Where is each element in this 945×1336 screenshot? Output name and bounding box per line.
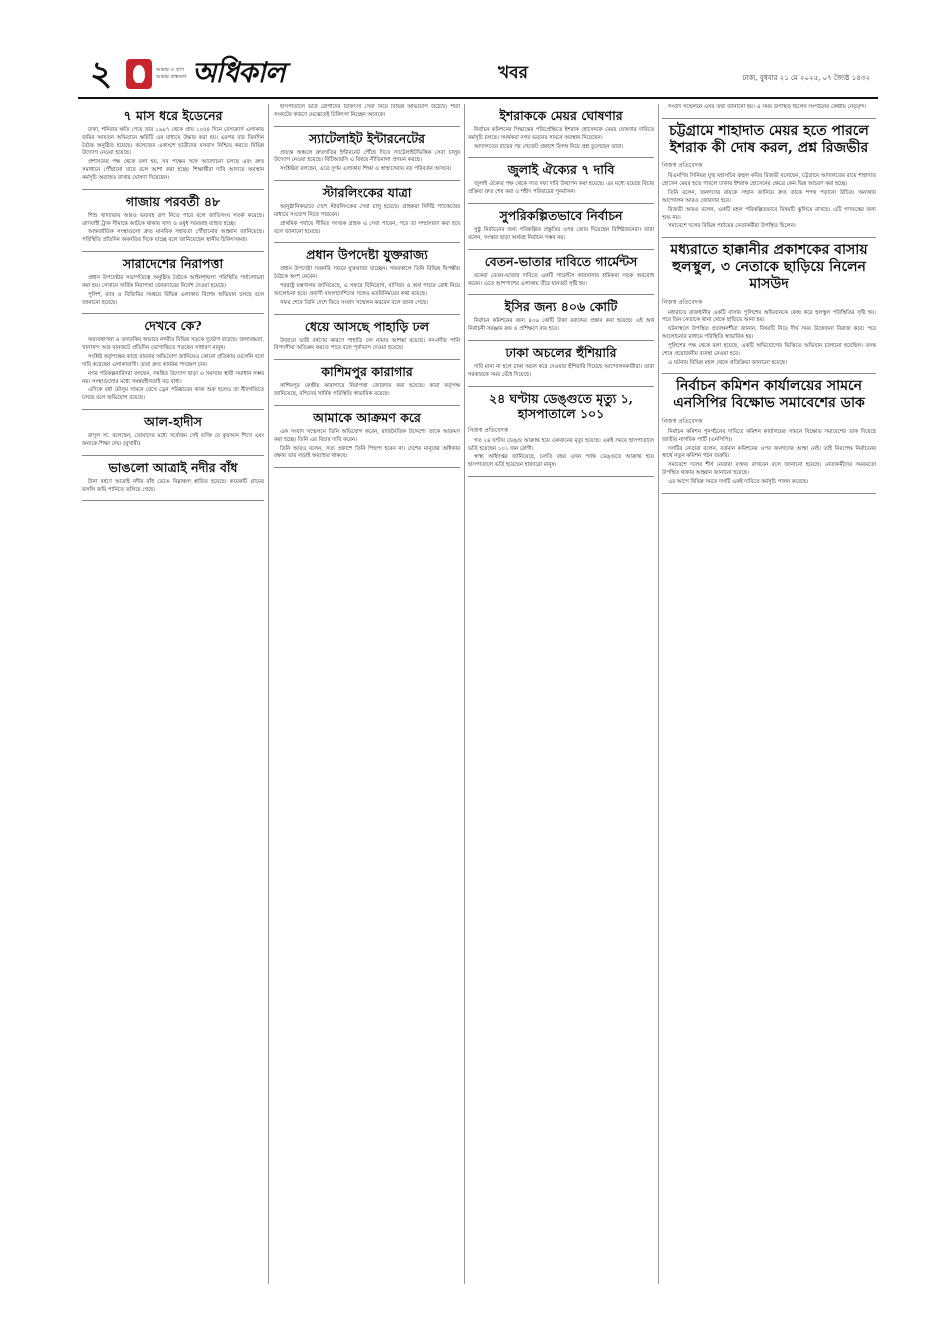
- story-byline: নিজস্ব প্রতিবেদক: [468, 426, 509, 434]
- story-divider: [82, 313, 264, 314]
- story-paragraph: সমাবেশে দলের শীর্ষ নেতারা বক্তব্য রাখবেন বলে জানানো হয়েছে। নেতাকর্মীদের সময়মতো উপস্থিত থাকার আহ্বান জানানো হয়েছে।: [662, 462, 876, 477]
- story-divider: [468, 294, 654, 295]
- story-paragraph: হাসপাতালে ভর্তি রোগীদের চিকিৎসা সেবা নিয়ে বিভিন্ন অভিযোগ উঠেছে। শয্যা সংকটের কারণে মেঝেতেই চিকিৎসা নিচ্ছেন অনেকে।: [274, 104, 460, 118]
- story-paragraph: রাসূল সা. বলেছেন, তোমাদের মধ্যে সর্বোত্তম সেই ব্যক্তি যে কুরআন শিখে এবং অন্যকে শিক্ষা দেয়। (বুখারী): [82, 433, 264, 447]
- story-paragraph: তিনি আরও বলেন, সত্য প্রকাশে তিনি পিছপা হবেন না। দেশের মানুষের অধিকার রক্ষায় তার লড়াই অব্যাহত থাকবে।: [274, 445, 460, 460]
- news-story[interactable]: [468, 254, 654, 289]
- story-headline[interactable]: ঢাকা অচলের হুঁশিয়ারি: [505, 345, 617, 361]
- story-divider: [82, 500, 264, 501]
- story-body: [274, 338, 460, 354]
- story-paragraph: দাবি মানা না হলে ঢাকা অচল করে দেওয়ার হুঁশিয়ারি দিয়েছে আন্দোলনকারীরা। তারা সরকারকে সময় বেঁধে দিয়েছে।: [468, 364, 654, 378]
- news-story[interactable]: [662, 123, 876, 231]
- story-paragraph: প্রাথমিক পর্যায়ে সীমিত সংখ্যক গ্রাহক এ সেবা পাবেন, পরে তা সম্প্রসারণ করা হবে বলে জানানো হয়েছে।: [274, 220, 460, 235]
- story-paragraph: সংশ্লিষ্টরা বলছেন, এতে দুর্গম এলাকায় শিক্ষা ও স্বাস্থ্যসেবায় বড় পরিবর্তন আসবে।: [280, 166, 452, 173]
- story-headline[interactable]: ৭ মাস ধরে ইডেনের: [123, 108, 223, 123]
- story-divider: [82, 455, 264, 456]
- story-body: [82, 213, 264, 245]
- story-headline[interactable]: সারাদেশের নিরাপত্তা: [122, 256, 224, 272]
- story-paragraph: প্রশাসনের পক্ষ থেকে বলা হয়, সব পক্ষের সঙ্গে আলোচনা চলছে এবং দ্রুত সমাধানে পৌঁছানো যাবে বলে আশা করা হচ্ছে। শিক্ষার্থীরা দাবি আদায়ে অবস্থান কর্মসূচি অব্যাহত রাখার ঘোষণা দিয়েছেন।: [82, 159, 264, 181]
- story-divider: [662, 373, 876, 374]
- story-byline: নিজস্ব প্রতিবেদক: [662, 298, 703, 306]
- news-story[interactable]: [274, 185, 460, 236]
- story-divider: [82, 251, 264, 252]
- story-paragraph: প্রত্যন্ত অঞ্চলে দ্রুতগতির ইন্টারনেট পৌঁছে দিতে স্যাটেলাইটভিত্তিক সেবা চালুর উদ্যোগ নেওয়া হয়েছে। বিটিআরসি এ বিষয়ে নীতিমালা প্রণয়ন করছে।: [274, 149, 460, 164]
- story-paragraph: নির্বাচন কমিশনের সিদ্ধান্তের পরিপ্রেক্ষিতে ইশরাক হোসেনকে মেয়র ঘোষণার দাবিতে কর্মসূচি চলছে। সমর্থকরা নগর ভবনের সামনে অবস্থান নিয়েছেন।: [468, 127, 654, 141]
- column-1: [82, 104, 264, 1284]
- page-number: ২: [90, 54, 113, 94]
- story-paragraph: নির্বাচন কমিশনের জন্য ৪০৬ কোটি টাকা বরাদ্দের প্রস্তাব করা হয়েছে। এই অর্থ নির্বাচনী সরঞ্জাম ক্রয় ও প্রশিক্ষণে ব্যয় হবে।: [468, 318, 654, 333]
- story-body: [468, 364, 654, 380]
- news-story[interactable]: [274, 364, 460, 399]
- story-body: [468, 438, 654, 470]
- story-divider: [82, 189, 264, 190]
- story-headline[interactable]: বেতন-ভাতার দাবিতে গার্মেন্টস: [484, 253, 638, 269]
- story-body: [662, 429, 876, 487]
- column-3: [468, 104, 654, 1284]
- story-paragraph: আন্তর্জাতিক সংস্থাগুলো দ্রুত মানবিক সহায়তা পৌঁছানোর আহ্বান জানিয়েছে। পরিস্থিতি প্রতিদিন অবনতির দিকে যাচ্ছে বলে জানিয়েছেন স্থানীয় চিকিৎসকরা।: [82, 229, 264, 244]
- news-story[interactable]: [82, 256, 264, 307]
- story-body: [82, 337, 264, 403]
- story-paragraph: সংবাদ সম্মেলনে এসব তথ্য জানানো হয়। এ সময় উপস্থিত ছিলেন সংগঠনের কেন্দ্রীয় নেতৃবৃন্দ।: [668, 104, 867, 110]
- news-story[interactable]: [468, 108, 654, 151]
- story-paragraph: টানা বর্ষণে আত্রাই নদীর বাঁধ ভেঙে নিম্নাঞ্চল প্লাবিত হয়েছে। কয়েকটি গ্রামের ফসলি জমি পানিতে তলিয়ে গেছে।: [82, 478, 264, 493]
- story-body: [82, 275, 264, 307]
- story-paragraph: পররাষ্ট্র মন্ত্রণালয় জানিয়েছে, এ সফরে বিনিয়োগ, বাণিজ্য ও অর্থ পাচার রোধ নিয়ে আলোচনা হবে। প্রবাসী বাংলাদেশিদের সঙ্গেও মতবিনিময়ের কথা রয়েছে।: [274, 283, 460, 297]
- story-paragraph: সমাবেশে দলের বিভিন্ন পর্যায়ের নেতাকর্মীরা উপস্থিত ছিলেন।: [668, 223, 796, 230]
- story-paragraph: মধ্যরাতে রাজধানীর একটি বাসায় পুলিশের অভিযানকে কেন্দ্র করে হুলস্থুল পরিস্থিতির সৃষ্টি হয়। পরে তিন নেতাকে থানা থেকে ছাড়িয়ে আনা হয়।: [662, 309, 876, 324]
- news-story[interactable]: [468, 162, 654, 197]
- news-story[interactable]: [468, 391, 654, 470]
- column-4: [662, 104, 876, 1284]
- story-headline[interactable]: সুপরিকল্পিতভাবে নির্বাচন: [499, 208, 623, 224]
- story-headline[interactable]: প্রধান উপদেষ্টা যুক্তরাজ্য: [306, 247, 428, 263]
- news-story[interactable]: [274, 247, 460, 307]
- story-paragraph: ঢাকা, শনিবার ক্ষতি পেয়ে তার ১৯৯৭ থেকে প্রায় ১০৫৪ দিনে রেসকোর্স এলাকায় জমির আয়তন অভিযানে ক্ষমিটি এর মাধ্যমে উদ্ধার করা হয়। এরপর বার তিনদিন বৈঠক অনুষ্ঠিত হয়েছে। কলেজের একাংশে ছাত্রীদের বসবাস নিশ্চিত করতে বিভিন্ন উদ্যোগ নেওয়া হয়েছে।: [82, 127, 264, 157]
- story-paragraph: স্বাস্থ্য অধিদপ্তর জানিয়েছে, চলতি বছর এখন পর্যন্ত ডেঙ্গুতে আক্রান্ত হয়ে হাসপাতালে ভর্তি হয়েছেন হাজারো মানুষ।: [468, 454, 654, 469]
- story-paragraph: অব্যবস্থাপনা ও তদারকির অভাবে নগরীর বিভিন্ন সড়কে দুর্ভোগ বাড়ছে। জলাবদ্ধতা, খানাখন্দ আর যানজটে প্রতিদিন ভোগান্তিতে পড়ছেন সাধারণ মানুষ।: [82, 337, 264, 352]
- story-paragraph: প্রধান উপদেষ্টা সরকারি সফরে যুক্তরাজ্য যাচ্ছেন। সফরকালে তিনি বিভিন্ন দ্বিপক্ষীয় বৈঠকে অংশ নেবেন।: [274, 266, 460, 281]
- news-story[interactable]: [274, 319, 460, 354]
- story-body: [274, 266, 460, 307]
- story-paragraph: আদালতের রায়ের পর গেজেট প্রকাশে বিলম্ব নিয়ে প্রশ্ন তুলেছেন তারা।: [474, 143, 624, 150]
- news-story[interactable]: [662, 378, 876, 486]
- story-body: [82, 433, 264, 449]
- story-body: [274, 204, 460, 236]
- story-paragraph: বকেয়া বেতন-ভাতার দাবিতে একটি গার্মেন্টস কারখানার শ্রমিকরা সড়ক অবরোধ করেন। এতে আশপাশের এলাকায় তীব্র যানজট সৃষ্টি হয়।: [468, 272, 654, 287]
- story-paragraph: সফর শেষে তিনি দেশে ফিরে সংবাদ সম্মেলন করবেন বলে জানা গেছে।: [280, 299, 429, 306]
- story-body: [82, 127, 264, 183]
- story-headline[interactable]: আমাকে আক্রমণ করে: [313, 409, 421, 425]
- story-paragraph: রিজভী আরও বলেন, একটি মহল পরিকল্পিতভাবে বিষয়টি ঝুলিয়ে রাখছে। এটি গণতন্ত্রের জন্য শুভ নয়।: [662, 206, 876, 221]
- story-headline[interactable]: দেখবে কে?: [144, 318, 202, 334]
- story-headline[interactable]: ইসির জন্য ৪০৬ কোটি: [504, 299, 618, 315]
- story-paragraph: উজানে ভারী বর্ষণের কারণে পাহাড়ি ঢল নামার আশঙ্কা রয়েছে। নদ-নদীর পানি বিপদসীমা অতিক্রম করতে পারে বলে পূর্বাভাস দেওয়া হয়েছে।: [274, 337, 460, 352]
- story-headline[interactable]: কাশিমপুর কারাগার: [321, 364, 413, 380]
- story-divider: [274, 359, 460, 360]
- news-story[interactable]: [274, 104, 460, 120]
- story-paragraph: পুলিশের পক্ষ থেকে বলা হয়েছে, একটি অভিযোগের ভিত্তিতে অভিযান চালানো হয়েছিল। তদন্ত শেষে প্রয়োজনীয় ব্যবস্থা নেওয়া হবে।: [662, 342, 876, 357]
- story-paragraph: নগর পরিকল্পনাবিদরা বলছেন, সমন্বিত উদ্যোগ ছাড়া এ সমস্যার স্থায়ী সমাধান সম্ভব নয়। সংস্থাগুলোর মধ্যে সমন্বয়হীনতাই বড় বাধা।: [82, 370, 264, 385]
- story-divider: [274, 180, 460, 181]
- story-divider: [274, 467, 460, 468]
- story-divider: [82, 409, 264, 410]
- logo-wordmark: অধিকাল: [192, 55, 285, 89]
- story-divider: [662, 493, 876, 494]
- story-body: [468, 181, 654, 197]
- section-title: খবর: [498, 63, 528, 83]
- news-story[interactable]: [82, 108, 264, 183]
- news-story[interactable]: [82, 460, 264, 495]
- story-headline[interactable]: গাজায় পরবর্তী ৪৮: [125, 193, 221, 209]
- story-body: [468, 273, 654, 289]
- story-paragraph: ঘটনাস্থলে উপস্থিত প্রত্যক্ষদর্শীরা জানান, বিষয়টি নিয়ে দীর্ঘ সময় উত্তেজনা বিরাজ করে। পরে আলোচনার মাধ্যমে পরিস্থিতি স্বাভাবিক হয়।: [662, 326, 876, 341]
- story-divider: [662, 237, 876, 238]
- story-body: [274, 429, 460, 461]
- masthead: [78, 52, 878, 98]
- story-paragraph: জুলাই ঐক্যের পক্ষ থেকে সাত দফা দাবি উত্থাপন করা হয়েছে। এর মধ্যে রয়েছে বিচার প্রক্রিয়া দ্রুত শেষ করা ও শহীদ পরিবারের পুনর্বাসন।: [468, 181, 654, 196]
- column-divider: [464, 104, 465, 1284]
- story-paragraph: আনুষ্ঠানিকভাবে দেশে স্টারলিংকের সেবা চালু হয়েছে। গ্রাহকরা নির্দিষ্ট প্যাকেজের মাধ্যমে সংযোগ নিতে পারবেন।: [274, 204, 460, 218]
- story-headline[interactable]: মধ্যরাতে হাক্কানীর প্রকাশকের বাসায় হুলস্থুল, ৩ নেতাকে ছাড়িয়ে নিলেন মাসউদ: [670, 242, 868, 292]
- logo-tagline: আমার ও প্রাণ আমার বাস্তবতা: [156, 67, 187, 80]
- story-divider: [468, 157, 654, 158]
- story-divider: [468, 386, 654, 387]
- news-story[interactable]: [82, 318, 264, 403]
- story-body: [662, 173, 876, 231]
- story-paragraph: সংশ্লিষ্ট কর্তৃপক্ষের কাছে বারবার অভিযোগ জানিয়েও কোনো প্রতিকার মেলেনি বলে দাবি করেছেন এলাকাবাসী। তারা দ্রুত কার্যকর পদক্ষেপ চান।: [82, 354, 264, 368]
- news-story[interactable]: [468, 299, 654, 334]
- story-headline[interactable]: ধেয়ে আসছে পাহাড়ি ঢল: [304, 318, 430, 334]
- story-paragraph: এর আগে বিভিন্ন সময়ে দলটি একই দাবিতে কর্মসূচি পালন করেছে।: [668, 478, 809, 485]
- newspaper-logo[interactable]: [126, 55, 285, 90]
- story-divider: [662, 118, 876, 119]
- story-headline[interactable]: ২৪ ঘণ্টায় ডেঙ্গুতে মৃত্যু ১, হাসপাতালে ১০১: [488, 390, 634, 421]
- dateline: ঢাকা, বুধবার ২১ মে ২০২৫, ০৭ জ্যৈষ্ঠ ১৪৩২: [742, 74, 870, 82]
- story-headline[interactable]: আল-হাদীস: [144, 414, 202, 430]
- story-headline[interactable]: নির্বাচন কমিশন কার্যালয়ের সামনে এনসিপির বিক্ষোভ সমাবেশের ডাক: [673, 378, 865, 412]
- news-story[interactable]: [662, 242, 876, 367]
- story-paragraph: তিনি বলেন, জনগণের রায়কে সম্মান জানিয়ে দ্রুত তাকে শপথ পড়ানো উচিত। অন্যথায় আন্দোলন আরও জোরদার হবে।: [662, 190, 876, 204]
- story-paragraph: শিশু খাদ্যাভাব আরও ভয়াবহ রূপ নিতে পারে বলে জাতিসংঘ সতর্ক করেছে। ত্রাণবাহী ট্রাক সীমান্তে আটকে থাকায় খাদ্য ও ওষুধ সরবরাহ ব্যাহত হচ্ছে।: [82, 212, 264, 227]
- story-paragraph: বিএনপির সিনিয়র যুগ্ম মহাসচিব রুহুল কবির রিজভী বলেছেন, চট্টগ্রামে আদালতের রায়ে শাহাদাত হোসেন মেয়র হতে পারলে ঢাকায় ইশরাক হোসেনের ক্ষেত্রে কেন ভিন্ন আচরণ করা হচ্ছে।: [662, 173, 876, 188]
- story-headline[interactable]: ভাঙলো আত্রাই নদীর বাঁধ: [108, 459, 238, 475]
- story-divider: [468, 476, 654, 477]
- story-paragraph: নির্বাচন কমিশন পুনর্গঠনের দাবিতে কমিশন কার্যালয়ের সামনে বিক্ষোভ সমাবেশের ডাক দিয়েছে জাতীয় নাগরিক পার্টি (এনসিপি)।: [662, 429, 876, 443]
- story-divider: [468, 249, 654, 250]
- story-byline: নিজস্ব প্রতিবেদক: [662, 418, 703, 425]
- news-story[interactable]: [82, 194, 264, 245]
- column-2: [274, 104, 460, 1284]
- story-paragraph: গত ২৪ ঘণ্টায় ডেঙ্গু আক্রান্ত হয়ে একজনের মৃত্যু হয়েছে। একই সময়ে হাসপাতালে ভর্তি হয়েছেন ১০১ জন রোগী।: [468, 437, 654, 452]
- story-divider: [274, 405, 460, 406]
- story-divider: [274, 314, 460, 315]
- news-story[interactable]: [468, 208, 654, 243]
- news-story[interactable]: [82, 414, 264, 449]
- masthead-rule: [78, 97, 878, 99]
- story-paragraph: সুষ্ঠু নির্বাচনের জন্য পরিকল্পিত প্রস্তুতির ওপর জোর দিয়েছেন বিশিষ্টজনেরা। তারা বলেন, সংস্কার ছাড়া অর্থবহ নির্বাচন সম্ভব নয়।: [468, 227, 654, 241]
- story-byline: নিজস্ব প্রতিবেদক: [662, 162, 703, 170]
- story-headline[interactable]: চট্টগ্রামে শাহাদাত মেয়র হতে পারলে ইশরাক কী দোষ করল, প্রশ্ন রিজভীর: [669, 122, 869, 156]
- news-story[interactable]: [274, 131, 460, 174]
- story-body: [468, 227, 654, 243]
- news-story[interactable]: [274, 410, 460, 461]
- story-headline[interactable]: স্টারলিংকের যাত্রা: [322, 185, 412, 201]
- story-divider: [468, 340, 654, 341]
- news-story[interactable]: [468, 345, 654, 380]
- news-story[interactable]: [662, 104, 876, 112]
- story-body: [274, 383, 460, 399]
- column-divider: [268, 104, 269, 1284]
- story-body: [662, 104, 876, 112]
- story-divider: [274, 126, 460, 127]
- story-body: [274, 104, 460, 120]
- logo-mark-icon: [126, 59, 152, 89]
- story-paragraph: এ ঘটনায় বিভিন্ন মহল থেকে প্রতিক্রিয়া জানানো হয়েছে।: [668, 359, 788, 366]
- story-divider: [274, 242, 460, 243]
- column-divider: [658, 104, 659, 1284]
- story-paragraph: এদিকে বর্ষা মৌসুম সামনে রেখে ড্রেন পরিষ্কারের কাজ শুরু হলেও তা ধীরগতিতে চলছে বলে অভিযোগ রয়েছে।: [82, 387, 264, 402]
- story-body: [82, 479, 264, 495]
- story-body: [468, 127, 654, 151]
- story-paragraph: কাশিমপুর কেন্দ্রীয় কারাগারে নিরাপত্তা জোরদার করা হয়েছে। কারা কর্তৃপক্ষ জানিয়েছে, বন্দিদের সার্বিক পরিস্থিতি স্বাভাবিক রয়েছে।: [274, 383, 460, 398]
- story-body: [274, 150, 460, 174]
- story-body: [662, 310, 876, 368]
- story-headline[interactable]: ইশরাককে মেয়র ঘোষণার: [499, 108, 623, 123]
- story-body: [468, 318, 654, 334]
- story-headline[interactable]: স্যাটেলাইট ইন্টারনেটের: [309, 130, 425, 146]
- story-headline[interactable]: জুলাই ঐক্যের ৭ দাবি: [507, 162, 615, 178]
- story-paragraph: এক সংবাদ সম্মেলনে তিনি অভিযোগ করেন, রাজনৈতিক উদ্দেশ্যে তাকে আক্রমণ করা হচ্ছে। তিনি এর বিচার দাবি করেন।: [274, 428, 460, 443]
- story-divider: [468, 203, 654, 204]
- story-paragraph: পুলিশ, র‍্যাব ও বিজিবির সমন্বয়ে বিভিন্ন এলাকায় বিশেষ অভিযান চলছে বলে জানানো হয়েছে।: [82, 291, 264, 306]
- story-paragraph: দলটির নেতারা বলেন, বর্তমান কমিশনের ওপর জনগণের আস্থা নেই। তাই নিরপেক্ষ নির্বাচনের স্বার্থে নতুন কমিশন গঠন জরুরি।: [662, 445, 876, 460]
- story-paragraph: প্রধান উপদেষ্টার সভাপতিত্বে অনুষ্ঠিত বৈঠকে আইনশৃঙ্খলা পরিস্থিতি পর্যালোচনা করা হয়। সেখানে সার্বিক নিরাপত্তা জোরদারের নির্দেশ দেওয়া হয়েছে।: [82, 275, 264, 289]
